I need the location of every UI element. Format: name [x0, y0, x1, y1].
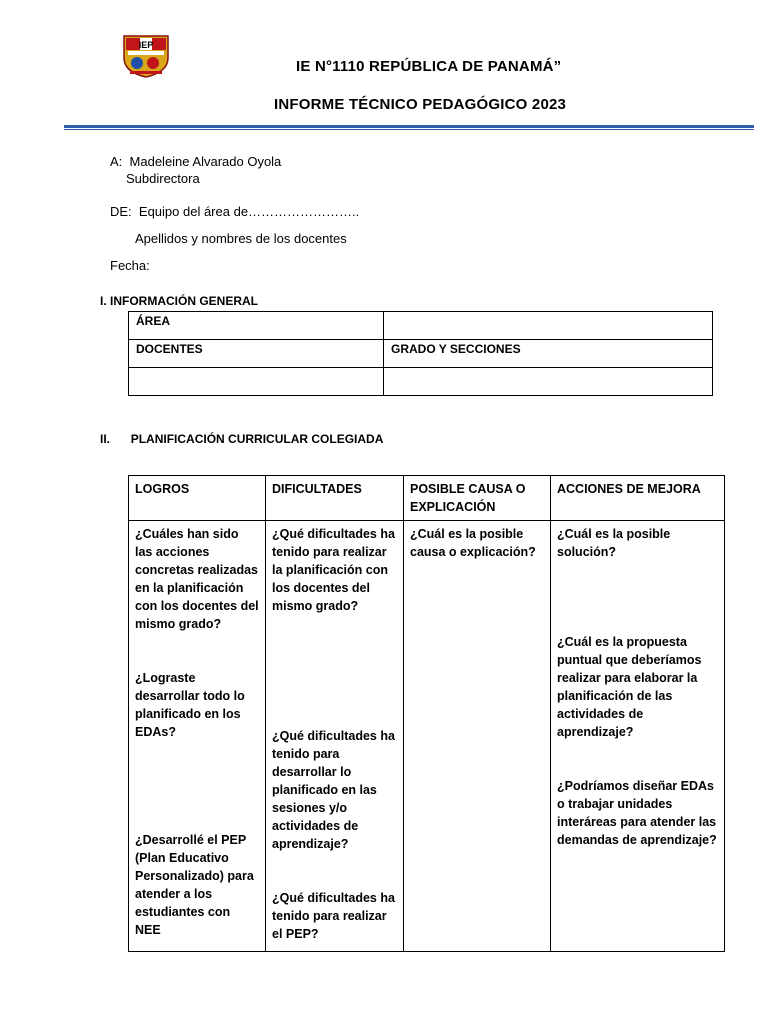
from-label: DE: [110, 204, 132, 219]
to-name: Madeleine Alvarado Oyola [129, 154, 282, 169]
to-role: Subdirectora [126, 171, 200, 186]
school-name: IE N°1110 REPÚBLICA DE PANAMÁ” [296, 58, 562, 75]
causa-question-1: ¿Cuál es la posible causa o explicación? [410, 527, 536, 559]
header-divider [64, 125, 754, 128]
grade-value [384, 368, 713, 396]
teachers-label: DOCENTES [129, 340, 384, 368]
dificultades-question-1: ¿Qué dificultades ha tenido para realizar la planificación con los docentes del mismo grado? [272, 527, 395, 613]
report-title: INFORME TÉCNICO PEDAGÓGICO 2023 [274, 96, 567, 113]
acciones-question-3: ¿Podríamos diseñar EDAs o trabajar unidades interáreas para atender las demandas de aprendizaje? [557, 779, 717, 847]
col-header-logros: LOGROS [129, 476, 266, 521]
col-header-causa: POSIBLE CAUSA O EXPLICACIÓN [404, 476, 551, 521]
memo-from [110, 204, 359, 219]
from-value: Equipo del área de…………………….. [138, 204, 360, 219]
school-logo [120, 32, 172, 78]
col-header-acciones: ACCIONES DE MEJORA [551, 476, 725, 521]
general-info-table [128, 311, 713, 396]
acciones-cell [551, 521, 725, 952]
logros-question-3: ¿Desarrollé el PEP (Plan Educativo Personalizado) para atender a los estudiantes con NEE [135, 833, 254, 937]
acciones-question-1: ¿Cuál es la posible solución? [557, 527, 671, 559]
section-planning-title [100, 432, 383, 446]
col-header-dificultades: DIFICULTADES [266, 476, 404, 521]
section-number: II. [100, 432, 111, 446]
date-label: Fecha: [110, 258, 150, 273]
dificultades-cell [266, 521, 404, 952]
section-general-info-title: I. INFORMACIÓN GENERAL [100, 294, 258, 308]
acciones-question-2: ¿Cuál es la propuesta puntual que deberíamos realizar para elaborar la planificación de las actividades de aprendizaje? [557, 635, 702, 739]
grade-label: GRADO Y SECCIONES [384, 340, 713, 368]
to-label: A: [110, 154, 123, 169]
from-subtitle: Apellidos y nombres de los docentes [135, 231, 347, 246]
dificultades-question-3: ¿Qué dificultades ha tenido para realizar el PEP? [272, 891, 395, 941]
logros-question-2: ¿Lograste desarrollar todo lo planificado en los EDAs? [135, 671, 245, 739]
memo-to [110, 154, 281, 169]
teachers-value [129, 368, 384, 396]
planning-table [128, 475, 725, 952]
area-value [384, 312, 713, 340]
dificultades-question-2: ¿Qué dificultades ha tenido para desarrollar lo planificado en las sesiones y/o actividades de aprendizaje? [272, 729, 395, 851]
logros-cell [129, 521, 266, 952]
causa-cell [404, 521, 551, 952]
section-planning-label: PLANIFICACIÓN CURRICULAR COLEGIADA [130, 432, 384, 446]
header-divider-thin [64, 129, 754, 130]
area-label: ÁREA [129, 312, 384, 340]
logros-question-1: ¿Cuáles han sido las acciones concretas realizadas en la planificación con los docentes del mismo grado? [135, 527, 259, 631]
logo-lettering: IEP [138, 40, 154, 50]
